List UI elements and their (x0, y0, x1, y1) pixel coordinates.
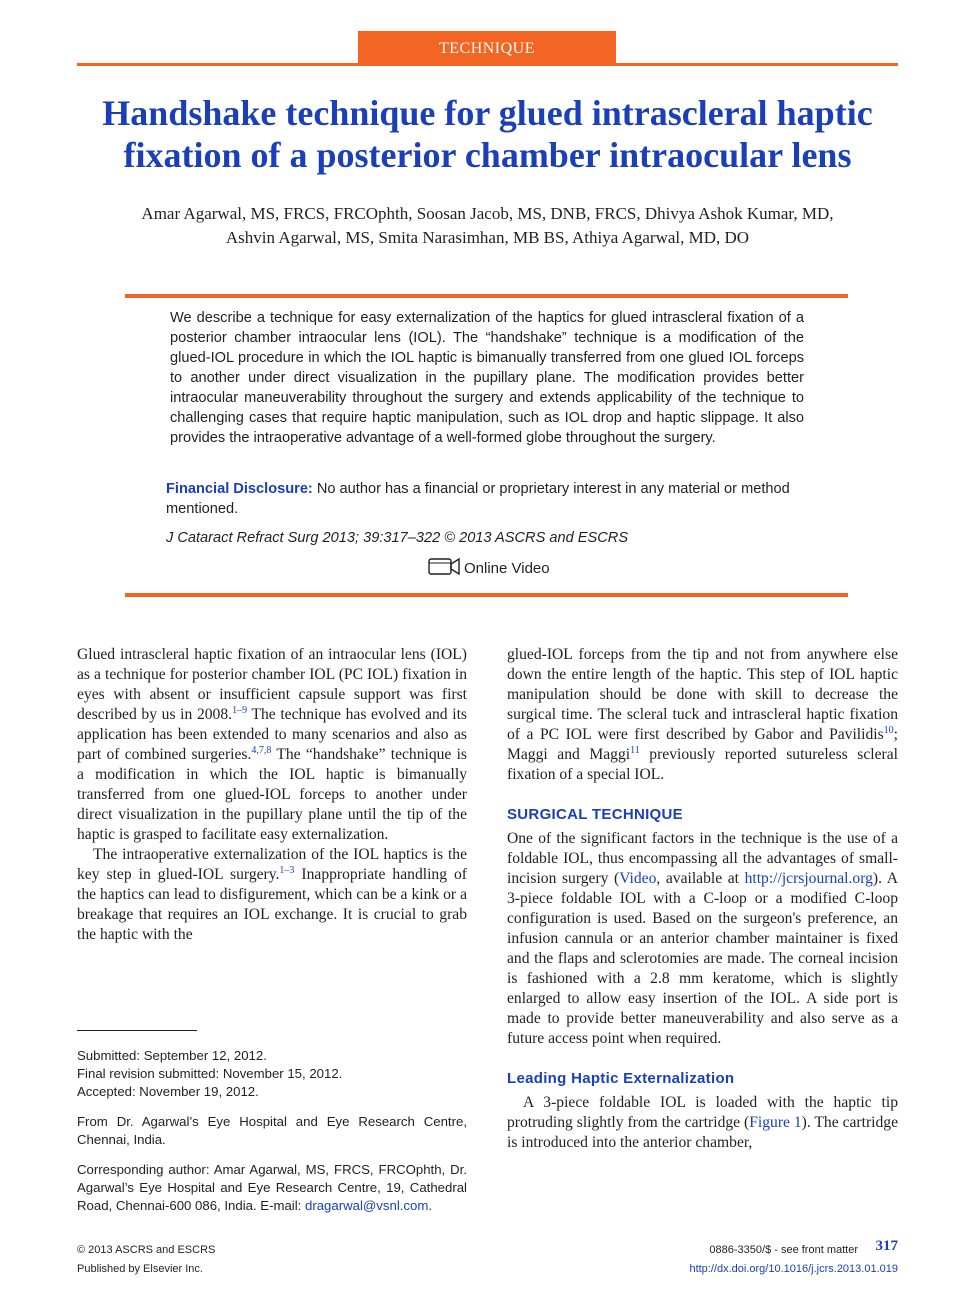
revision-date: Final revision submitted: November 15, 2012. (77, 1066, 343, 1081)
reference-link[interactable]: 4,7,8 (251, 745, 272, 756)
video-camera-icon (428, 556, 464, 583)
accepted-date: Accepted: November 19, 2012. (77, 1084, 259, 1099)
manuscript-dates (77, 1047, 467, 1101)
body-paragraph: Glued intrascleral haptic fixation of an intraocular lens (IOL) as a technique for posterior chamber IOL (PC IOL) fixation in eyes with absent or insufficient capsule support was first described by us in 2008.$^{1-9}$ The technique has evolved and its application has been extended to many scenarios and also as part of combined surgeries.$^{4,7,8}$ The “handshake” technique is a modification in which the IOL haptic is bimanually transferred from one glued-IOL forceps to another under direct visualization in the pupillary plane until the tip of the haptic is grasped to facilitate easy externalization. (77, 646, 467, 843)
abstract-top-rule (125, 294, 848, 298)
video-link[interactable]: Video (619, 870, 657, 887)
body-paragraph: One of the significant factors in the technique is the use of a foldable IOL, thus encompassing all the advantages of small-incision surgery (Video, available at http://jcrsjournal.org). A 3-piece foldable IOL with a C-loop or a modified C-loop configuration is used. Based on the surgeon's preference, an infusion cannula or an anterior chamber maintainer is fixed and the flaps and sclerotomies are made. The corneal incision is fashioned with a 2.8 mm keratome, which is slightly enlarged to allow easy insertion of the IOL. A side port is made to provide better maneuverability and also serve as a future access point when required. (507, 830, 898, 1047)
abstract-text: We describe a technique for easy externalization of the haptics for glued intrascleral fixation of a posterior chamber intraocular lens (IOL). The “handshake” technique is a modification of the glued-IOL procedure in which the IOL haptic is bimanually transferred from one glued IOL forceps to another under direct visualization in the pupillary plane. The modification provides better intraocular maneuverability throughout the surgery and extends applicability of the technique to challenging cases that require haptic manipulation, such as IOL drop and haptic slippage. It also provides the intraoperative advantage of a well-formed globe throughout the surgery. (170, 310, 804, 446)
article-title: Handshake technique for glued intrascleral haptic fixation of a posterior chamber intraocular lens (102, 93, 873, 175)
doi-link[interactable]: http://dx.doi.org/10.1016/j.jcrs.2013.01.019 (689, 1263, 898, 1275)
body-paragraph: A 3-piece foldable IOL is loaded with the haptic tip protruding slightly from the cartridge (Figure 1). The cartridge is introduced into the anterior chamber, (507, 1094, 898, 1151)
financial-disclosure-text: No author has a financial or proprietary interest in any material or method mentioned. (166, 481, 790, 517)
author-list (60, 202, 915, 250)
journal-citation: J Cataract Refract Surg 2013; 39:317–322 © 2013 ASCRS and ESCRS (166, 530, 629, 546)
financial-disclosure-label: Financial Disclosure: (166, 481, 313, 497)
right-column (507, 645, 898, 1153)
body-paragraph: glued-IOL forceps from the tip and not from anywhere else down the entire length of the haptic. This step of IOL haptic manipulation should be done with skill to decrease the surgical time. The scleral tuck and intrascleral haptic fixation of a PC IOL were first described by Gabor and Pavilidis$^{10}$; Maggi and Maggi$^{11}$ previously reported sutureless scleral fixation of a special IOL. (507, 646, 898, 783)
subsection-heading: Leading Haptic Externalization (507, 1070, 735, 1087)
reference-link[interactable]: 11 (630, 745, 640, 756)
section-label: TECHNIQUE (358, 31, 616, 66)
submitted-date: Submitted: September 12, 2012. (77, 1048, 267, 1063)
authors-line-2: Ashvin Agarwal, MS, Smita Narasimhan, MB BS, Athiya Agarwal, MD, DO (225, 228, 750, 247)
journal-url-link[interactable]: http://jcrsjournal.org (744, 870, 873, 887)
body-paragraph: The intraoperative externalization of the IOL haptics is the key step in glued-IOL surgery.$^{1-3}$ Inappropriate handling of the haptics can lead to disfigurement, which can be a kink or a breakage that requires an IOL exchange. It is crucial to grab the haptic with the (77, 846, 468, 943)
reference-link[interactable]: 1–3 (279, 865, 295, 876)
reference-link[interactable]: 10 (883, 725, 894, 736)
abstract-bottom-rule (125, 593, 848, 597)
page-number: 317 (875, 1238, 898, 1254)
authors-line-1: Amar Agarwal, MS, FRCS, FRCOphth, Soosan Jacob, MS, DNB, FRCS, Dhivya Ashok Kumar, MD, (141, 204, 834, 223)
publisher-line: Published by Elsevier Inc. (77, 1263, 203, 1275)
footnote-rule (77, 1030, 197, 1031)
figure-link[interactable]: Figure 1 (749, 1114, 802, 1131)
copyright-line: © 2013 ASCRS and ESCRS (77, 1244, 216, 1256)
issn-line: 0886-3350/$ - see front matter (709, 1244, 858, 1256)
left-column (77, 645, 467, 945)
financial-disclosure (166, 479, 810, 519)
affiliation-note: From Dr. Agarwal’s Eye Hospital and Eye Research Centre, Chennai, India. (77, 1114, 467, 1147)
online-video-link[interactable] (428, 558, 550, 580)
online-video-label: Online Video (464, 560, 550, 577)
email-link[interactable]: dragarwal@vsnl.com (305, 1198, 429, 1213)
corresponding-author: Corresponding author: Amar Agarwal, MS, FRCS, FRCOphth, Dr. Agarwal’s Eye Hospital and Eye Research Centre, 19, Cathedral Road, Chennai-600 086, India. E-mail: dragarwal@vsnl.com. (77, 1162, 467, 1213)
section-heading: SURGICAL TECHNIQUE (507, 806, 683, 823)
reference-link[interactable]: 1–9 (232, 705, 248, 716)
